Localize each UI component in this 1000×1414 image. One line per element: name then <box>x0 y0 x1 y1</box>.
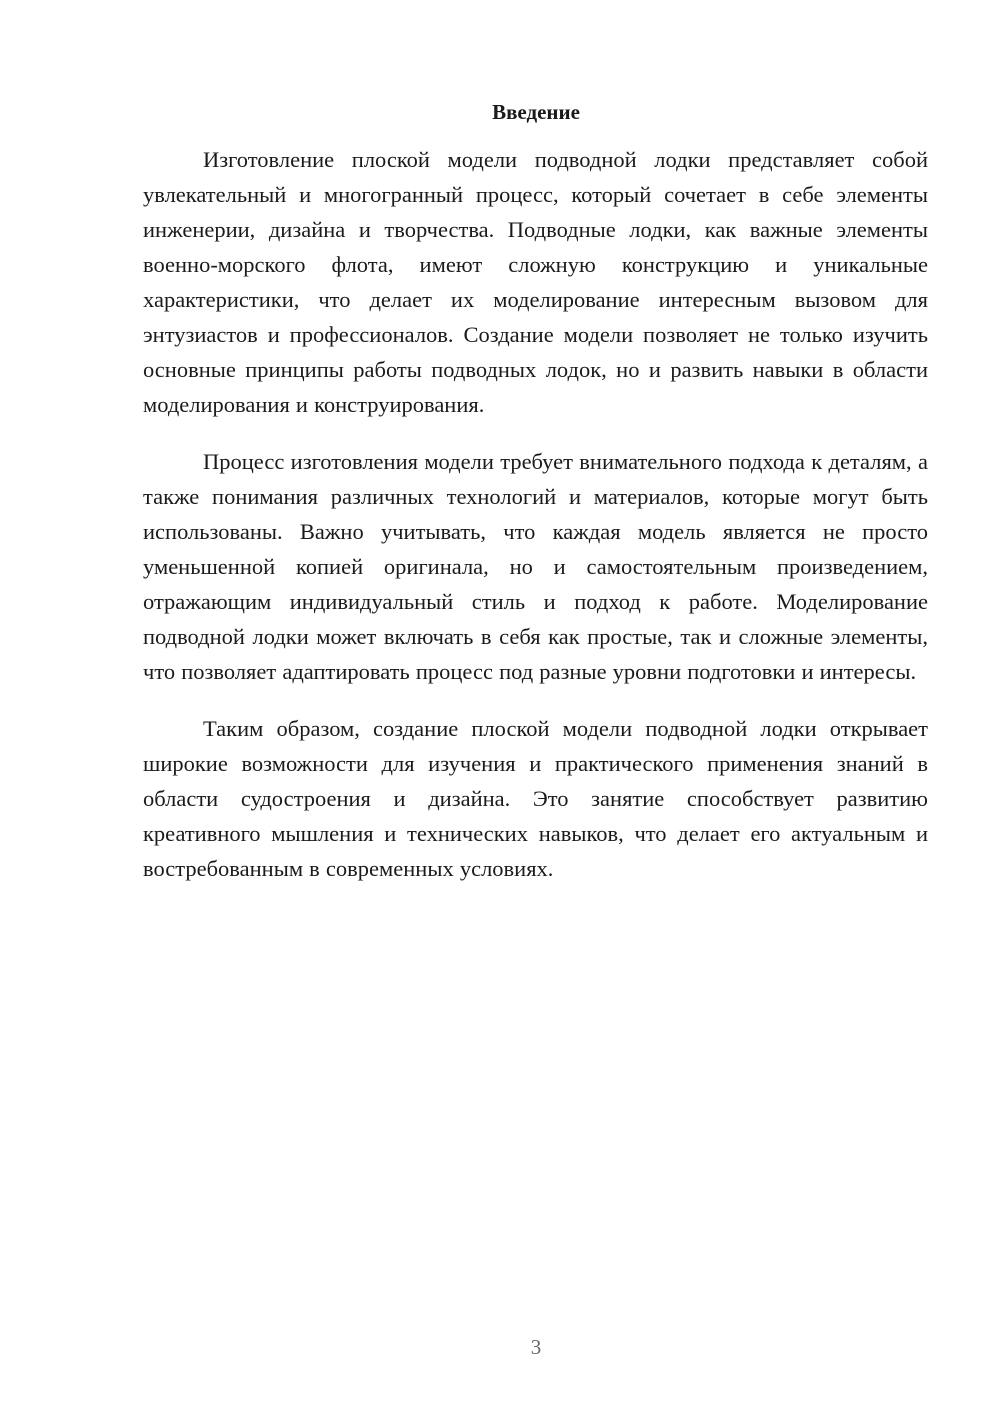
paragraph-1: Изготовление плоской модели подводной лодки представляет собой увлекательный и многогранный процесс, который сочетает в себе элементы инженерии, дизайна и творчества. Подводные лодки, как важные элементы военно-морского флота, имеют сложную конструкцию и уникальные характеристики, что делает их моделирование интересным вызовом для энтузиастов и профессионалов. Создание модели позволяет не только изучить основные принципы работы подводных лодок, но и развить навыки в области моделирования и конструирования. <box>143 147 928 417</box>
body-text <box>143 142 928 908</box>
paragraph-2: Процесс изготовления модели требует внимательного подхода к деталям, а также понимания различных технологий и материалов, которые могут быть использованы. Важно учитывать, что каждая модель является не просто уменьшенной копией оригинала, но и самостоятельным произведением, отражающим индивидуальный стиль и подход к работе. Моделирование подводной лодки может включать в себя как простые, так и сложные элементы, что позволяет адаптировать процесс под разные уровни подготовки и интересы. <box>143 449 928 684</box>
page-number: 3 <box>530 1335 542 1359</box>
section-heading: Введение <box>492 100 580 124</box>
paragraph-3: Таким образом, создание плоской модели подводной лодки открывает широкие возможности для изучения и практического применения знаний в области судостроения и дизайна. Это занятие способствует развитию креативного мышления и технических навыков, что делает его актуальным и востребованным в современных условиях. <box>143 716 928 881</box>
